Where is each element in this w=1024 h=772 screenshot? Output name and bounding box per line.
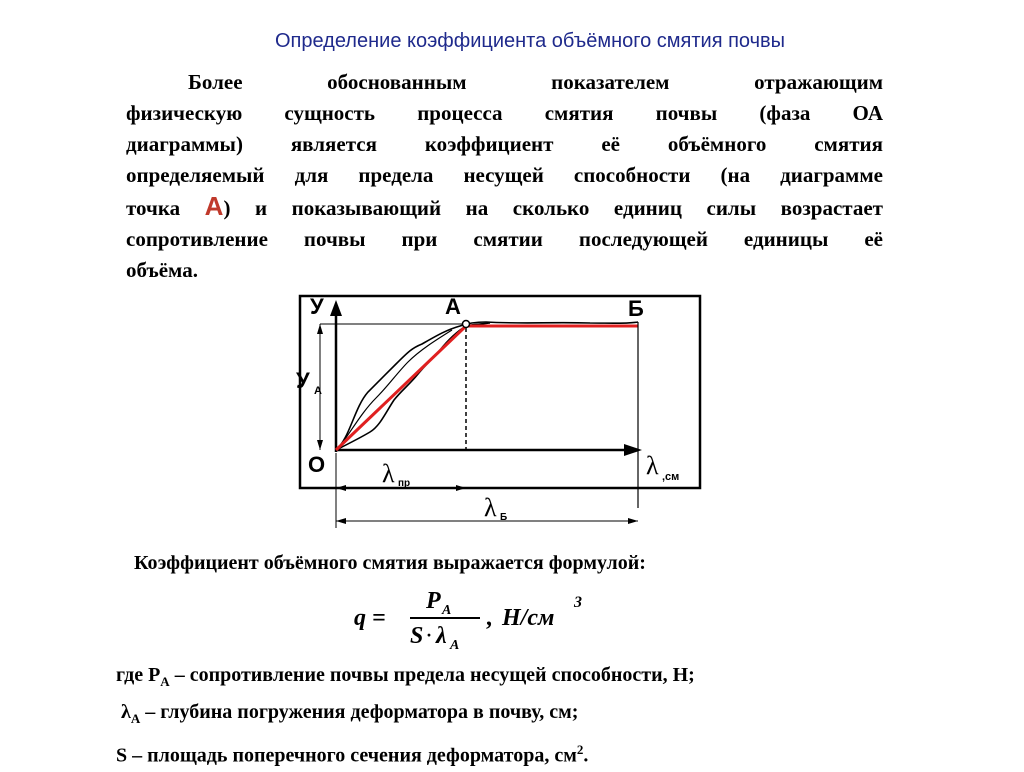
x-axis-arrow <box>624 444 642 456</box>
paragraph-line-5-end: ) и показывающий на сколько единиц силы возрастает <box>223 196 883 220</box>
definition-pa-subscript: А <box>160 674 170 689</box>
slide-title: Определение коэффициента объёмного смятия почвы <box>274 30 786 52</box>
point-a-marker <box>463 321 470 328</box>
formula-denominator-lambda: λ <box>436 623 447 649</box>
description-paragraph <box>126 67 883 286</box>
definition-pa <box>116 660 916 697</box>
formula-numerator-subscript: A <box>442 603 452 618</box>
definition-s-text: S – площадь поперечного сечения деформатора, см <box>116 744 577 767</box>
paragraph-line-2: физическую сущность процесса смятия почвы (фаза ОА <box>126 101 883 125</box>
paragraph-line-1: Более обоснованным показателем отражающим <box>188 70 883 94</box>
lambda-pr-arrow-right <box>456 485 466 491</box>
lambda-b-arrow-left <box>336 518 346 524</box>
x-axis-unit: ,см <box>662 471 680 483</box>
formula-intro: Коэффициент объёмного смятия выражается формулой: <box>134 552 646 574</box>
oa-linear-approximation <box>336 326 466 450</box>
ya-label-subscript: А <box>314 385 322 397</box>
definition-pa-symbol: где Р <box>116 664 161 686</box>
soil-curve-upper <box>336 322 638 450</box>
definition-s <box>116 734 916 772</box>
definitions-list <box>116 660 916 772</box>
x-axis-label: λ <box>646 451 659 480</box>
lambda-pr-subscript: пр <box>398 478 411 489</box>
y-axis-arrow <box>330 300 342 316</box>
formula-unit: Н/см <box>502 605 555 631</box>
formula-denominator-subscript: A <box>450 638 460 653</box>
point-b-label: Б <box>628 296 644 321</box>
formula-denominator-s: S <box>410 623 424 649</box>
point-a-reference: А <box>204 191 224 221</box>
origin-label: О <box>308 452 326 477</box>
formula-comma: , <box>486 605 492 631</box>
definition-lambda-subscript: А <box>130 711 141 726</box>
point-a-label: А <box>445 294 461 319</box>
paragraph-line-3: диаграммы) является коэффициент её объёмного смятия <box>126 132 883 156</box>
formula <box>350 583 630 653</box>
lambda-b-arrow-right <box>628 518 638 524</box>
paragraph-line-5 <box>126 191 883 224</box>
paragraph-line-5-start: точка <box>126 196 205 220</box>
ya-arrow-bottom <box>317 440 323 450</box>
y-axis-label: У <box>310 294 324 319</box>
soil-curve-lower <box>336 323 490 450</box>
paragraph-line-4: определяемый для предела несущей способности (на диаграмме <box>126 163 883 187</box>
ya-arrow-top <box>317 324 323 334</box>
lambda-b-subscript: Б <box>500 512 508 523</box>
formula-denominator-dot: · <box>426 625 433 645</box>
lambda-pr-label: λ <box>382 459 395 488</box>
compression-diagram <box>290 288 710 543</box>
paragraph-line-6: сопротивление почвы при смятии последующей единицы её <box>126 227 883 251</box>
definition-lambda-symbol: λ <box>121 701 131 723</box>
paragraph-line-7: объёма. <box>126 258 198 282</box>
lambda-b-label: λ <box>484 493 497 522</box>
formula-unit-exponent: 3 <box>574 594 582 611</box>
definition-lambda-a <box>116 697 916 734</box>
lambda-pr-arrow-left <box>336 485 346 491</box>
definition-lambda-text: – глубина погружения деформатора в почву, см; <box>140 701 579 723</box>
definition-s-exponent: 2 <box>576 742 584 757</box>
definition-s-period: . <box>583 744 589 767</box>
ya-label: У <box>296 368 310 393</box>
formula-lhs: q = <box>354 605 386 631</box>
definition-pa-text: – сопротивление почвы предела несущей способности, Н; <box>169 664 695 686</box>
formula-numerator: P <box>426 588 441 614</box>
